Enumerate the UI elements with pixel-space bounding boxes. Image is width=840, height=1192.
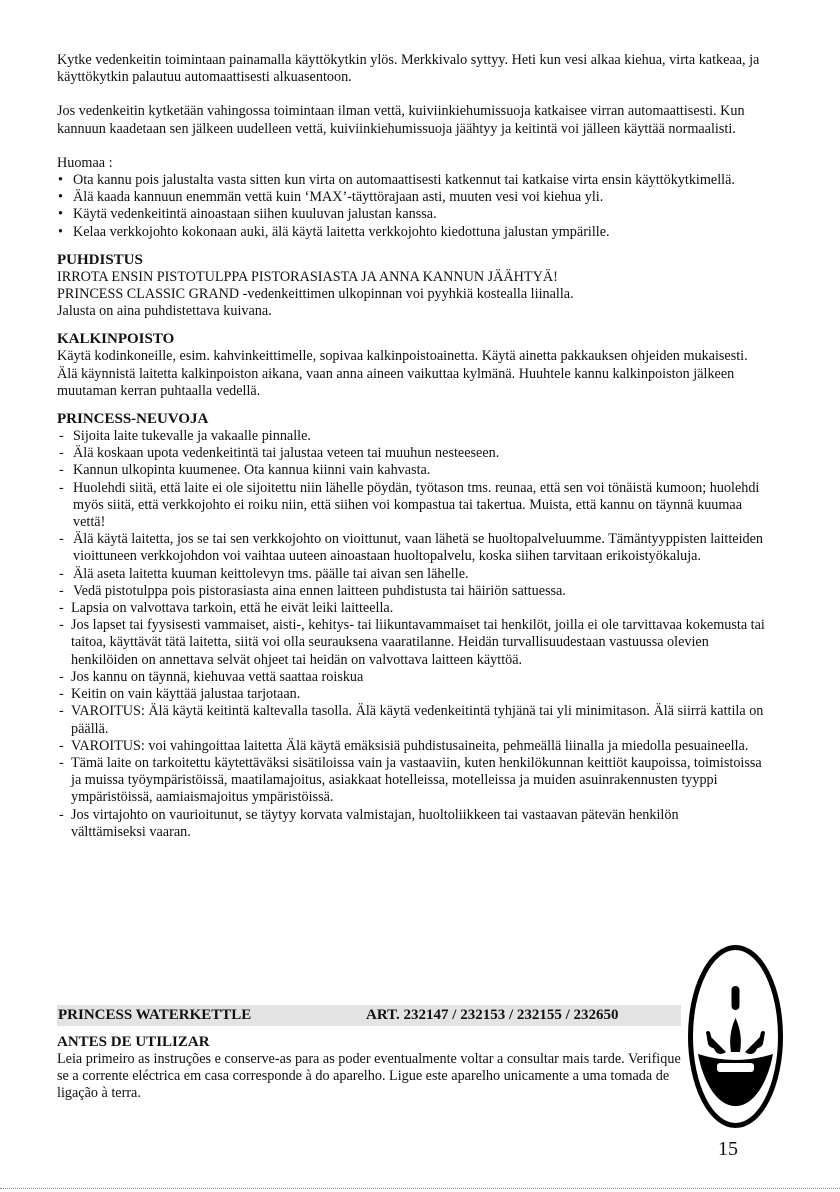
note-label: Huomaa :	[57, 154, 113, 171]
finnish-instructions	[57, 52, 769, 841]
neuvoja-list	[57, 428, 769, 841]
list-item: - Keitin on vain käyttää jalustaa tarjotaan.	[57, 686, 769, 703]
list-item: • Älä kaada kannuun enemmän vettä kuin ‘MAX’-täyttörajaan asti, muuten vesi voi kiehua yli.	[57, 189, 769, 206]
puhdistus-heading: PUHDISTUS	[57, 251, 143, 268]
list-item: - VAROITUS: voi vahingoittaa laitetta Älä käytä emäksisiä puhdistusaineita, pehmeällä liinalla ja miedolla pesuaineella.	[57, 738, 769, 755]
puhdistus-line-2: PRINCESS CLASSIC GRAND -vedenkeittimen ulkopinnan voi pyyhkiä kostealla liinalla.	[57, 286, 574, 303]
list-item: - Älä aseta laitetta kuuman keittolevyn tms. päälle tai aivan sen lähelle.	[57, 566, 769, 583]
list-item: • Käytä vedenkeitintä ainoastaan siihen kuuluvan jalustan kanssa.	[57, 206, 769, 223]
intro-paragraph-2: Jos vedenkeitin kytketään vahingossa toimintaan ilman vettä, kuiviinkiehumissuoja katkaisee virran automaattisesti. Kun kannuun kaadetaan sen jälkeen uudelleen vettä, kuiviinkiehumissuoja jäähtyy ja keitintä voi jälleen käyttää normaalisti.	[57, 103, 745, 137]
list-item: - VAROITUS: Älä käytä keitintä kaltevalla tasolla. Älä käytä vedenkeitintä tyhjänä tai yli minimitason. Älä siirrä kattila on päällä.	[57, 703, 769, 737]
list-item: - Lapsia on valvottava tarkoin, että he eivät leiki laitteella.	[57, 600, 769, 617]
page-number: 15	[718, 1138, 738, 1160]
kalkinpoisto-heading: KALKINPOISTO	[57, 331, 175, 348]
list-item: - Huolehdi siitä, että laite ei ole sijoitettu niin lähelle pöydän, työtason tms. reunaa, että sen voi tönäistä kumoon; huolehdi myös siitä, että verkkojohto ei roiku niin, että siihen voi kompastua tai takertua. Muista, että kannu on täynnä kuumaa vettä!	[57, 480, 769, 532]
list-item: - Vedä pistotulppa pois pistorasiasta aina ennen laitteen puhdistusta tai häiriön sattuessa.	[57, 583, 769, 600]
list-item: - Jos kannu on täynnä, kiehuvaa vettä saattaa roiskua	[57, 669, 769, 686]
princess-crown-logo-icon	[688, 944, 783, 1129]
antes-text: Leia primeiro as instruções e conserve-as para as poder eventualmente voltar a consultar mais tarde. Verifique se a corrente eléctrica em casa corresponde à do aparelho. Ligue este aparelho unicamente a uma tomada de ligação à terra.	[57, 1051, 681, 1102]
list-item: - Tämä laite on tarkoitettu käytettäväksi sisätiloissa vain ja vastaaviin, kuten henkilökunnan keittiöt kaupoissa, toimistoissa ja muissa työympäristöissä, maatilamajoitus, asiakkaat hotelleissa, motelleissa ja muiden asuinrakennusten tyyppi ympäristöissä, aamiaismajoitus ympäristöissä.	[57, 755, 769, 807]
intro-paragraph-1: Kytke vedenkeitin toimintaan painamalla käyttökytkin ylös. Merkkivalo syttyy. Heti kun vesi alkaa kiehua, virta katkeaa, ja käyttökytkin palautuu automaattisesti alkuasentoon.	[57, 52, 760, 86]
portuguese-section	[57, 1033, 687, 1103]
bottom-divider	[0, 1188, 840, 1189]
article-numbers: ART. 232147 / 232153 / 232155 / 232650	[366, 1007, 619, 1023]
section-header-bar	[57, 1005, 681, 1026]
list-item: • Ota kannu pois jalustalta vasta sitten kun virta on automaattisesti katkennut tai katkaise virta ensin käyttökytkimellä.	[57, 172, 769, 189]
antes-heading: ANTES DE UTILIZAR	[57, 1034, 210, 1050]
puhdistus-line-1: IRROTA ENSIN PISTOTULPPA PISTORASIASTA JA ANNA KANNUN JÄÄHTYÄ!	[57, 268, 558, 285]
notes-list	[57, 172, 769, 241]
list-item: - Sijoita laite tukevalle ja vakaalle pinnalle.	[57, 428, 769, 445]
list-item: • Kelaa verkkojohto kokonaan auki, älä käytä laitetta verkkojohto kiedottuna jalustan ympärille.	[57, 224, 769, 241]
product-name: PRINCESS WATERKETTLE	[58, 1007, 252, 1023]
list-item: - Jos virtajohto on vaurioitunut, se täytyy korvata valmistajan, huoltoliikkeen tai vastaavan pätevän henkilön välttämiseksi vaaran.	[57, 807, 691, 841]
list-item: - Älä koskaan upota vedenkeitintä tai jalustaa veteen tai muuhun nesteeseen.	[57, 445, 769, 462]
list-item: - Jos lapset tai fyysisesti vammaiset, aisti-, kehitys- tai liikuntavammaiset tai henkilöt, joilla ei ole tarvittavaa kokemusta tai taitoa, käyttävät tätä laitetta, siitä voi olla seurauksena vaaratilanne. Heidän turvallisuudestaan vastuussa olevien henkilöiden on annettava selvät ohjeet tai heidän on valvottava laitteen käyttöä.	[57, 617, 769, 669]
list-item: - Älä käytä laitetta, jos se tai sen verkkojohto on vioittunut, vaan lähetä se huoltopalveluumme. Tämäntyyppisten laitteiden vioittuneen verkkojohdon voi vaihtaa uuteen ainoastaan huoltopalvelu, koska siihen tarvitaan erikoistyökaluja.	[57, 531, 769, 565]
list-item: - Kannun ulkopinta kuumenee. Ota kannua kiinni vain kahvasta.	[57, 462, 769, 479]
puhdistus-line-3: Jalusta on aina puhdistettava kuivana.	[57, 303, 272, 320]
kalkinpoisto-text: Käytä kodinkoneille, esim. kahvinkeittimelle, sopivaa kalkinpoistoainetta. Käytä ainetta pakkauksen ohjeiden mukaisesti. Älä käynnistä laitetta kalkinpoiston aikana, vaan anna aineen vaikuttaa kylmänä. Huuhtele kannu kalkinpoiston jälkeen muutaman kerran puhtaalla vedellä.	[57, 348, 748, 399]
neuvoja-heading: PRINCESS-NEUVOJA	[57, 411, 209, 428]
